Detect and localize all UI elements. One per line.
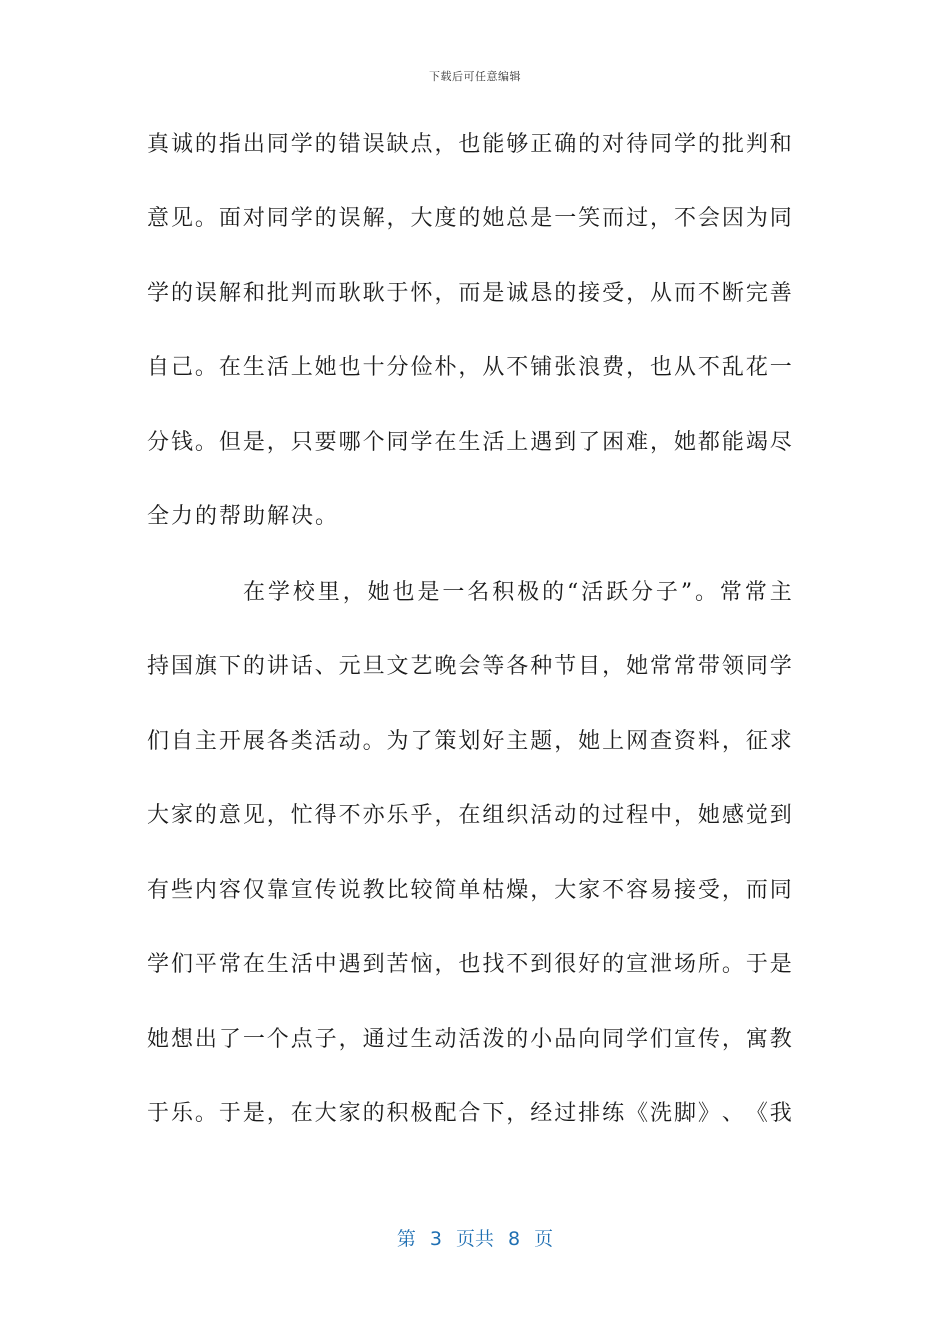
paragraph-line: 学 的 误 解 和 批 判 而 耿 耿 于 怀 ， 而 是 诚 恳 的 接 受 ， 从 而 不 断 完 善 bbox=[147, 281, 792, 306]
paragraph-line: 全力的帮助解决。 bbox=[147, 504, 340, 529]
footer-middle: 页共 bbox=[455, 1228, 494, 1250]
paragraph-line: 于 乐 。 于 是 ， 在 大 家 的 积 极 配 合 下 ， 经 过 排 练 《 洗 脚 》 、 《 我 bbox=[147, 1101, 792, 1126]
paragraph-line: 她 想 出 了 一 个 点 子 ， 通 过 生 动 活 泼 的 小 品 向 同 学 们 宣 传 ， 寓 教 bbox=[147, 1027, 792, 1052]
paragraph-line: 意 见 。 面 对 同 学 的 误 解 ， 大 度 的 她 总 是 一 笑 而 过 ， 不 会 因 为 同 bbox=[147, 206, 792, 231]
paragraph-line: 学 们 平 常 在 生 活 中 遇 到 苦 恼 ， 也 找 不 到 很 好 的 宣 泄 场 所 。 于 是 bbox=[147, 952, 792, 977]
page-header: 下载后可任意编辑 bbox=[429, 70, 521, 83]
page-footer bbox=[0, 1224, 950, 1251]
paragraph-line: 自 己 。 在 生 活 上 她 也 十 分 俭 朴 ， 从 不 铺 张 浪 费 ， 也 从 不 乱 花 一 bbox=[147, 355, 792, 380]
footer-prefix: 第 bbox=[396, 1228, 416, 1250]
paragraph-line: 有 些 内 容 仅 靠 宣 传 说 教 比 较 简 单 枯 燥 ， 大 家 不 容 易 接 受 ， 而 同 bbox=[147, 878, 792, 903]
footer-current-page: 3 bbox=[429, 1228, 442, 1250]
footer-total-pages: 8 bbox=[508, 1228, 521, 1250]
paragraph-line: 在 学 校 里 ， 她 也 是 一 名 积 极 的 “ 活 跃 分 子 ” 。 常 常 主 bbox=[243, 580, 792, 605]
paragraph-line: 真 诚 的 指 出 同 学 的 错 误 缺 点 ， 也 能 够 正 确 的 对 待 同 学 的 批 判 和 bbox=[147, 132, 792, 157]
paragraph-line: 们 自 主 开 展 各 类 活 动 。 为 了 策 划 好 主 题 ， 她 上 网 查 资 料 ， 征 求 bbox=[147, 729, 792, 754]
paragraph-line: 持 国 旗 下 的 讲 话 、 元 旦 文 艺 晚 会 等 各 种 节 目 ， 她 常 常 带 领 同 学 bbox=[147, 654, 792, 679]
footer-suffix: 页 bbox=[534, 1228, 554, 1250]
paragraph-line: 大 家 的 意 见 ， 忙 得 不 亦 乐 乎 ， 在 组 织 活 动 的 过 程 中 ， 她 感 觉 到 bbox=[147, 803, 792, 828]
paragraph-line: 分 钱 。 但 是 ， 只 要 哪 个 同 学 在 生 活 上 遇 到 了 困 难 ， 她 都 能 竭 尽 bbox=[147, 430, 792, 455]
